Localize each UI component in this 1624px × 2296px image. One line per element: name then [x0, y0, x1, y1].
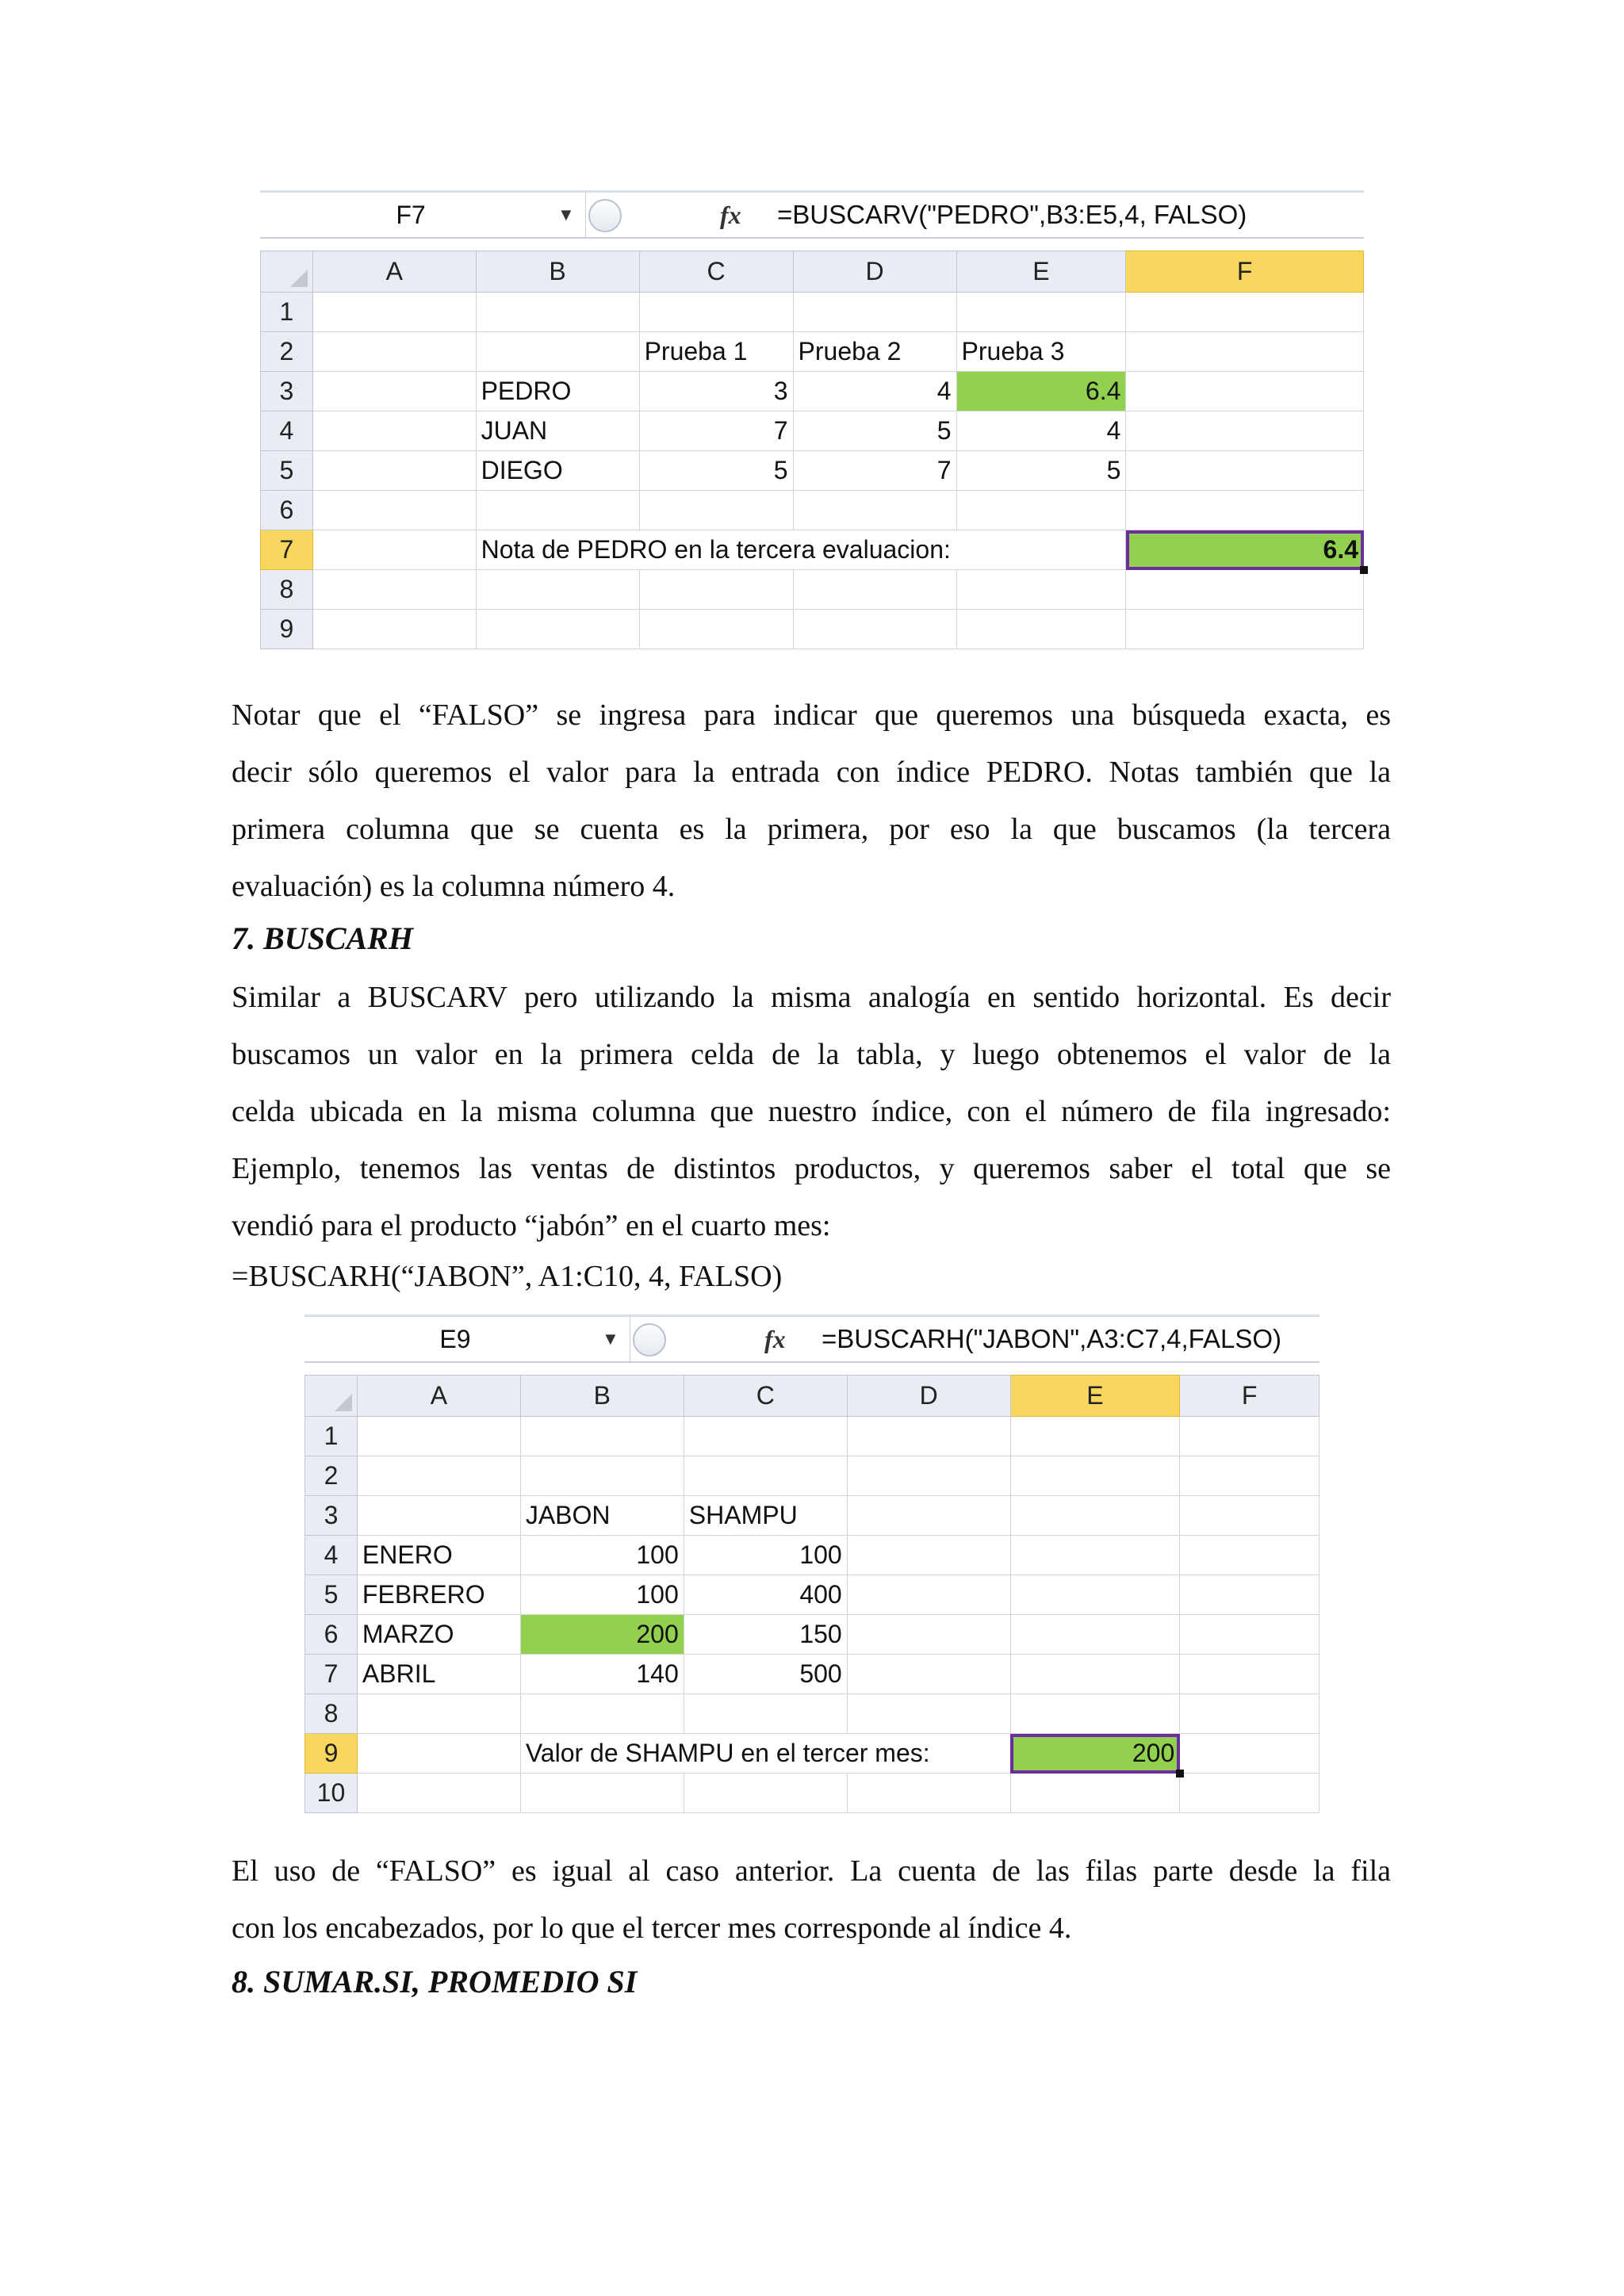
cell-value[interactable]: 3: [639, 372, 793, 411]
paragraph-buscarh-description: [232, 969, 1391, 1254]
row-header[interactable]: 6: [261, 491, 313, 530]
cell[interactable]: [847, 1456, 1010, 1496]
name-box-value: F7: [396, 201, 426, 229]
cell[interactable]: [476, 491, 639, 530]
fx-icon[interactable]: fx: [764, 1325, 786, 1353]
cell-value[interactable]: 4: [793, 372, 956, 411]
text-line: vendió para el producto “jabón” en el cuarto mes:: [232, 1209, 831, 1242]
formula-bar-expand-icon[interactable]: [588, 199, 622, 232]
formula-text[interactable]: =BUSCARH("JABON",A3:C7,4,FALSO): [822, 1324, 1282, 1353]
cell-header[interactable]: JABON: [520, 1496, 684, 1536]
text-line: decir sólo queremos el valor para la entrada con índice PEDRO. Notas también que la: [232, 756, 1391, 789]
spreadsheet-screenshot-buscarv: [260, 190, 1364, 679]
cell[interactable]: [1126, 491, 1364, 530]
cell[interactable]: [520, 1417, 684, 1456]
text-line: Notar que el “FALSO” se ingresa para indicar que queremos una búsqueda exacta, es: [232, 698, 1391, 732]
cell[interactable]: [847, 1575, 1010, 1615]
cell[interactable]: [1126, 610, 1364, 649]
cell-name[interactable]: DIEGO: [476, 451, 639, 491]
cell[interactable]: [1010, 1575, 1180, 1615]
cell[interactable]: [1180, 1575, 1320, 1615]
name-box-value: E9: [439, 1325, 471, 1353]
cell[interactable]: [684, 1417, 847, 1456]
fill-handle[interactable]: [1360, 566, 1368, 574]
text-line: con los encabezados, por lo que el tercer mes corresponde al índice 4.: [232, 1911, 1072, 1945]
cell-value[interactable]: 5: [639, 451, 793, 491]
cell[interactable]: [956, 570, 1126, 610]
cell[interactable]: [847, 1496, 1010, 1536]
cell[interactable]: [476, 610, 639, 649]
row-header[interactable]: 5: [305, 1575, 358, 1615]
text-line: Similar a BUSCARV pero utilizando la misma analogía en sentido horizontal. Es decir: [232, 981, 1391, 1014]
cell[interactable]: [476, 293, 639, 332]
cell[interactable]: [793, 570, 956, 610]
text-line: evaluación) es la columna número 4.: [232, 870, 676, 903]
fill-handle[interactable]: [1176, 1770, 1184, 1777]
cell-month[interactable]: FEBRERO: [357, 1575, 520, 1615]
cell[interactable]: [312, 530, 476, 570]
chevron-down-icon[interactable]: ▼: [557, 205, 575, 224]
cell[interactable]: [847, 1655, 1010, 1694]
cell[interactable]: [1180, 1496, 1320, 1536]
row-header[interactable]: 1: [261, 293, 313, 332]
cell-value[interactable]: 150: [684, 1615, 847, 1655]
cell-value[interactable]: 7: [639, 411, 793, 451]
cell-value[interactable]: 100: [520, 1536, 684, 1575]
cell[interactable]: [357, 1496, 520, 1536]
cell[interactable]: [847, 1536, 1010, 1575]
cell[interactable]: [357, 1694, 520, 1734]
cell-value[interactable]: 4: [956, 411, 1126, 451]
cell[interactable]: [1126, 293, 1364, 332]
cell-header[interactable]: Prueba 2: [793, 332, 956, 372]
cell[interactable]: [1126, 451, 1364, 491]
cell[interactable]: [476, 570, 639, 610]
cell-value[interactable]: 7: [793, 451, 956, 491]
row-header[interactable]: 8: [261, 570, 313, 610]
cell[interactable]: [1180, 1417, 1320, 1456]
cell-value-highlighted[interactable]: 200: [520, 1615, 684, 1655]
cell[interactable]: [956, 491, 1126, 530]
cell[interactable]: [1126, 332, 1364, 372]
row-header[interactable]: 7: [305, 1655, 358, 1694]
cell[interactable]: [357, 1734, 520, 1774]
cell[interactable]: [639, 610, 793, 649]
section-heading-buscarh: 7. BUSCARH: [232, 920, 413, 956]
formula-bar: [260, 190, 1364, 239]
cell[interactable]: [1010, 1774, 1180, 1813]
section-heading-sumar-si: 8. SUMAR.SI, PROMEDIO SI: [232, 1964, 638, 1999]
cell[interactable]: [956, 293, 1126, 332]
cell[interactable]: [312, 491, 476, 530]
row-header[interactable]: 3: [261, 372, 313, 411]
cell-header[interactable]: SHAMPU: [684, 1496, 847, 1536]
cell[interactable]: [1010, 1417, 1180, 1456]
cell[interactable]: [847, 1774, 1010, 1813]
column-header[interactable]: D: [847, 1376, 1010, 1417]
cell[interactable]: [1010, 1694, 1180, 1734]
column-header[interactable]: C: [639, 251, 793, 293]
cell[interactable]: [684, 1774, 847, 1813]
cell[interactable]: [639, 491, 793, 530]
cell[interactable]: [312, 411, 476, 451]
cell[interactable]: [793, 610, 956, 649]
cell[interactable]: [956, 530, 1126, 570]
select-all-corner[interactable]: [305, 1376, 358, 1417]
cell[interactable]: [639, 293, 793, 332]
cell[interactable]: [357, 1417, 520, 1456]
cell[interactable]: [1180, 1694, 1320, 1734]
cell[interactable]: [847, 1615, 1010, 1655]
cell-value[interactable]: 100: [520, 1575, 684, 1615]
cell[interactable]: [684, 1456, 847, 1496]
text-line: El uso de “FALSO” es igual al caso anterior. La cuenta de las filas parte desde la fila: [232, 1854, 1391, 1888]
cell[interactable]: [1180, 1536, 1320, 1575]
cell-month[interactable]: ABRIL: [357, 1655, 520, 1694]
cell[interactable]: [357, 1774, 520, 1813]
cell-value-highlighted[interactable]: 6.4: [956, 372, 1126, 411]
row-header[interactable]: 2: [305, 1456, 358, 1496]
row-header[interactable]: 2: [261, 332, 313, 372]
column-header[interactable]: A: [312, 251, 476, 293]
row-header[interactable]: 4: [305, 1536, 358, 1575]
cell[interactable]: [793, 491, 956, 530]
text-line: celda ubicada en la misma columna que nuestro índice, con el número de fila ingresado:: [232, 1095, 1391, 1128]
column-header[interactable]: F: [1180, 1376, 1320, 1417]
fx-icon[interactable]: fx: [720, 201, 741, 229]
cell[interactable]: [1126, 411, 1364, 451]
text-line: Ejemplo, tenemos las ventas de distintos productos, y queremos saber el total que se: [232, 1152, 1391, 1185]
result-value: 200: [1132, 1739, 1175, 1767]
name-box[interactable]: [260, 193, 586, 237]
formula-example: =BUSCARH(“JABON”, A1:C10, 4, FALSO): [232, 1260, 783, 1293]
cell[interactable]: [520, 1694, 684, 1734]
spreadsheet-grid: [304, 1375, 1320, 1813]
cell[interactable]: [793, 293, 956, 332]
cell-header[interactable]: Prueba 3: [956, 332, 1126, 372]
cell[interactable]: [1180, 1774, 1320, 1813]
row-header-selected[interactable]: 7: [261, 530, 313, 570]
text-line: primera columna que se cuenta es la primera, por eso la que buscamos (la tercera: [232, 813, 1391, 846]
cell[interactable]: [312, 332, 476, 372]
cell[interactable]: [1010, 1456, 1180, 1496]
cell[interactable]: [1010, 1496, 1180, 1536]
cell[interactable]: [847, 1417, 1010, 1456]
cell[interactable]: [1180, 1456, 1320, 1496]
row-header-selected[interactable]: 9: [305, 1734, 358, 1774]
active-cell-result[interactable]: [1010, 1734, 1180, 1774]
cell[interactable]: [847, 1694, 1010, 1734]
row-header[interactable]: 1: [305, 1417, 358, 1456]
cell-month[interactable]: MARZO: [357, 1615, 520, 1655]
cell[interactable]: [1126, 570, 1364, 610]
result-label-cell[interactable]: Valor de SHAMPU en el tercer mes:: [520, 1734, 1010, 1774]
result-label-cell[interactable]: Nota de PEDRO en la tercera evaluacion:: [476, 530, 956, 570]
formula-bar-expand-icon[interactable]: [633, 1323, 666, 1357]
cell[interactable]: [639, 570, 793, 610]
paragraph-falso-rows: [232, 1843, 1391, 1957]
text-line: buscamos un valor en la primera celda de la tabla, y luego obtenemos el valor de la: [232, 1038, 1391, 1071]
chevron-down-icon[interactable]: ▼: [602, 1329, 619, 1349]
row-header[interactable]: 9: [261, 610, 313, 649]
cell-name[interactable]: PEDRO: [476, 372, 639, 411]
active-cell-result[interactable]: [1126, 530, 1364, 570]
cell[interactable]: [312, 610, 476, 649]
cell[interactable]: [312, 570, 476, 610]
row-header[interactable]: 3: [305, 1496, 358, 1536]
row-header[interactable]: 8: [305, 1694, 358, 1734]
column-header-selected[interactable]: F: [1126, 251, 1364, 293]
cell[interactable]: [357, 1456, 520, 1496]
spreadsheet-screenshot-buscarh: [304, 1314, 1320, 1833]
select-all-corner[interactable]: [261, 251, 313, 293]
column-header[interactable]: C: [684, 1376, 847, 1417]
cell-value[interactable]: 140: [520, 1655, 684, 1694]
row-header[interactable]: 4: [261, 411, 313, 451]
result-value: 6.4: [1323, 535, 1358, 564]
cell[interactable]: [476, 332, 639, 372]
cell-month[interactable]: ENERO: [357, 1536, 520, 1575]
column-header[interactable]: A: [357, 1376, 520, 1417]
cell[interactable]: [312, 372, 476, 411]
formula-bar: [304, 1314, 1320, 1363]
cell[interactable]: [1180, 1615, 1320, 1655]
cell-value[interactable]: 5: [793, 411, 956, 451]
cell[interactable]: [1180, 1734, 1320, 1774]
column-header[interactable]: E: [956, 251, 1126, 293]
cell-value[interactable]: 100: [684, 1536, 847, 1575]
cell[interactable]: [1010, 1655, 1180, 1694]
cell-value[interactable]: 5: [956, 451, 1126, 491]
cell[interactable]: [1010, 1615, 1180, 1655]
column-header[interactable]: D: [793, 251, 956, 293]
cell-value[interactable]: 400: [684, 1575, 847, 1615]
spreadsheet-grid: [260, 251, 1364, 649]
cell[interactable]: [956, 610, 1126, 649]
row-header[interactable]: 5: [261, 451, 313, 491]
column-header[interactable]: B: [476, 251, 639, 293]
cell[interactable]: [312, 451, 476, 491]
paragraph-falso-explanation: [232, 687, 1391, 915]
cell-header[interactable]: Prueba 1: [639, 332, 793, 372]
cell-value[interactable]: 500: [684, 1655, 847, 1694]
cell[interactable]: [684, 1694, 847, 1734]
column-header-selected[interactable]: E: [1010, 1376, 1180, 1417]
row-header[interactable]: 10: [305, 1774, 358, 1813]
column-header[interactable]: B: [520, 1376, 684, 1417]
cell[interactable]: [312, 293, 476, 332]
cell[interactable]: [520, 1456, 684, 1496]
cell[interactable]: [1010, 1536, 1180, 1575]
cell[interactable]: [520, 1774, 684, 1813]
formula-text[interactable]: =BUSCARV("PEDRO",B3:E5,4, FALSO): [777, 200, 1247, 229]
row-header[interactable]: 6: [305, 1615, 358, 1655]
cell-name[interactable]: JUAN: [476, 411, 639, 451]
name-box[interactable]: [304, 1317, 630, 1361]
cell[interactable]: [1180, 1655, 1320, 1694]
cell[interactable]: [1126, 372, 1364, 411]
